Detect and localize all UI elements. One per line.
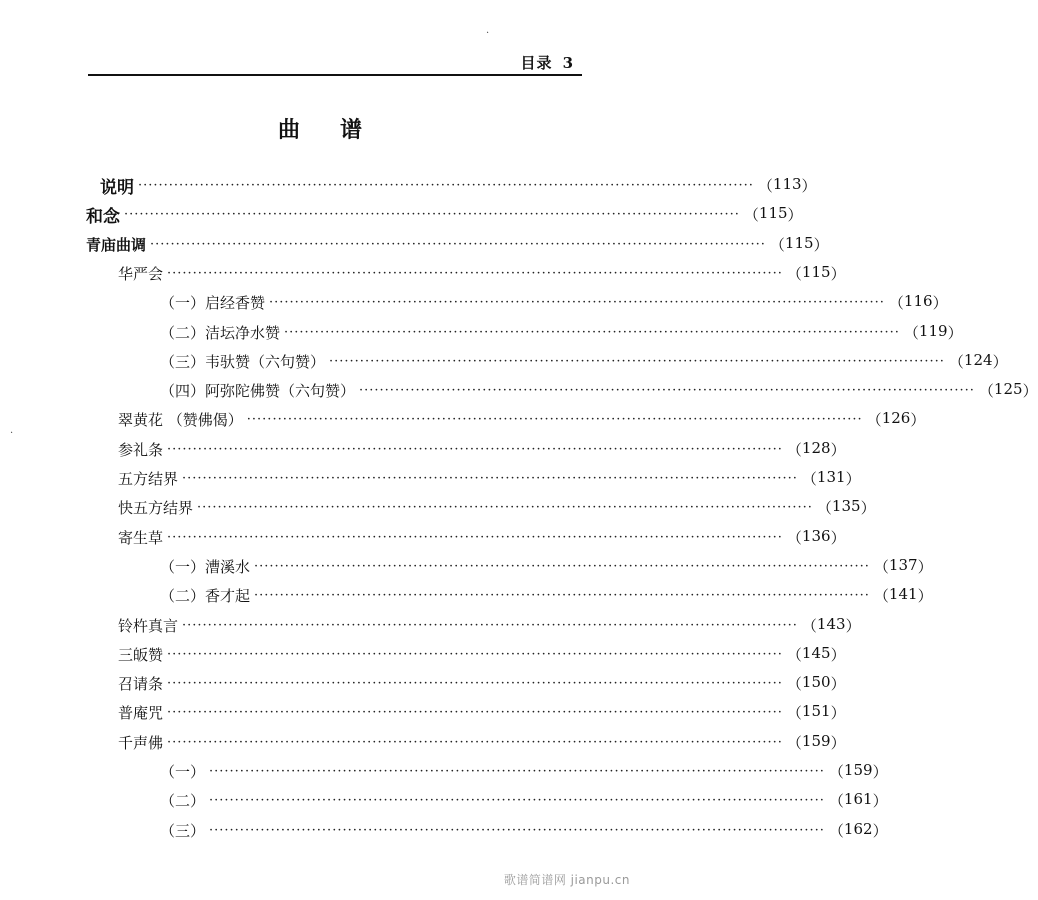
toc-entry-page bbox=[829, 790, 888, 811]
toc-leader-dots: ························································································································ bbox=[167, 646, 783, 662]
stray-mark: · bbox=[10, 428, 14, 439]
toc-leader-dots: ························································································································ bbox=[269, 294, 885, 310]
toc-entry bbox=[118, 641, 846, 667]
toc-entry bbox=[118, 406, 926, 432]
stray-mark: · bbox=[486, 28, 490, 39]
toc-page-number: 115 bbox=[758, 203, 788, 222]
page-bracket-open: （ bbox=[873, 586, 889, 605]
toc-page-number: 115 bbox=[801, 262, 831, 281]
page-bracket-close: ） bbox=[830, 440, 846, 459]
toc-page-number: 113 bbox=[772, 174, 802, 193]
toc-page-number: 161 bbox=[843, 789, 873, 808]
toc-entry-page bbox=[787, 439, 846, 460]
page-bracket-close: ） bbox=[813, 235, 829, 254]
page-bracket-open: （ bbox=[828, 791, 844, 810]
toc-entry-title: （二） bbox=[160, 791, 206, 810]
toc-entry-title: 寄生草 bbox=[118, 528, 164, 547]
page-bracket-close: ） bbox=[830, 674, 846, 693]
toc-entry bbox=[160, 289, 948, 315]
toc-entry bbox=[160, 758, 888, 784]
toc-entry bbox=[160, 817, 888, 843]
page-bracket-open: （ bbox=[757, 176, 773, 195]
toc-leader-dots: ························································································································ bbox=[209, 792, 825, 808]
toc-entry-page bbox=[758, 175, 817, 196]
toc-page-number: 145 bbox=[801, 643, 831, 662]
toc-leader-dots: ························································································································ bbox=[167, 675, 783, 691]
toc-entry-title: 和念 bbox=[86, 206, 120, 227]
page-bracket-open: （ bbox=[828, 821, 844, 840]
toc-entry bbox=[160, 553, 933, 579]
toc-page-number: 137 bbox=[888, 555, 918, 574]
header-label: 目录 bbox=[520, 54, 553, 72]
page-bracket-close: ） bbox=[830, 528, 846, 547]
toc-page-number: 159 bbox=[801, 731, 831, 750]
toc-page-number: 143 bbox=[816, 614, 846, 633]
toc-page-number: 128 bbox=[801, 438, 831, 457]
page-bracket-close: ） bbox=[860, 498, 876, 517]
page-bracket-close: ） bbox=[1022, 381, 1038, 400]
toc-leader-dots: ························································································································ bbox=[150, 236, 766, 252]
toc-entry bbox=[118, 260, 846, 286]
toc-entry bbox=[118, 465, 861, 491]
toc-leader-dots: ························································································································ bbox=[254, 558, 870, 574]
toc-entry-title: （二）香才起 bbox=[160, 586, 251, 605]
page-bracket-close: ） bbox=[830, 733, 846, 752]
page-bracket-open: （ bbox=[948, 352, 964, 371]
toc-entry bbox=[118, 494, 876, 520]
page-bracket-open: （ bbox=[743, 205, 759, 224]
toc-entry-title: 说明 bbox=[100, 177, 134, 198]
page-bracket-open: （ bbox=[866, 410, 882, 429]
toc-entry-page bbox=[770, 234, 829, 255]
toc-entry-page bbox=[829, 820, 888, 841]
toc-entry-page bbox=[874, 585, 933, 606]
page-bracket-open: （ bbox=[801, 469, 817, 488]
toc-entry-page bbox=[949, 351, 1008, 372]
toc-entry bbox=[160, 582, 933, 608]
toc-entry-page bbox=[874, 556, 933, 577]
page-bracket-close: ） bbox=[801, 176, 817, 195]
page-bracket-open: （ bbox=[786, 440, 802, 459]
toc-leader-dots: ························································································································ bbox=[167, 265, 783, 281]
toc-entry-page bbox=[744, 204, 803, 225]
toc-entry bbox=[160, 787, 888, 813]
toc-entry-title: 快五方结界 bbox=[118, 498, 194, 517]
toc-entry bbox=[118, 436, 846, 462]
toc-entry bbox=[118, 699, 846, 725]
toc-page-number: 141 bbox=[888, 584, 918, 603]
page-bracket-close: ） bbox=[830, 645, 846, 664]
toc-page-number: 126 bbox=[881, 408, 911, 427]
page-bracket-close: ） bbox=[830, 264, 846, 283]
toc-entry-title: 三皈赞 bbox=[118, 645, 164, 664]
toc-entry-title: 召请条 bbox=[118, 674, 164, 693]
toc-entry-title: （四）阿弥陀佛赞（六句赞） bbox=[160, 381, 356, 400]
toc-entry-title: （一）启经香赞 bbox=[160, 293, 266, 312]
page-bracket-close: ） bbox=[917, 586, 933, 605]
toc-leader-dots: ························································································································ bbox=[167, 734, 783, 750]
toc-leader-dots: ························································································································ bbox=[182, 470, 798, 486]
toc-entry-title: （三）韦驮赞（六句赞） bbox=[160, 352, 326, 371]
watermark: 歌谱简谱网 jianpu.cn bbox=[503, 873, 630, 887]
page-bracket-close: ） bbox=[947, 323, 963, 342]
section-title: 曲谱 bbox=[277, 117, 402, 143]
toc-entry-title: 铃杵真言 bbox=[118, 616, 179, 635]
toc-entry bbox=[160, 319, 963, 345]
toc-entry-page bbox=[829, 761, 888, 782]
toc-leader-dots: ························································································································ bbox=[124, 206, 740, 222]
toc-entry bbox=[118, 612, 861, 638]
toc-leader-dots: ························································································································ bbox=[167, 529, 783, 545]
toc-entry-page bbox=[867, 409, 926, 430]
page-bracket-open: （ bbox=[786, 674, 802, 693]
page-bracket-close: ） bbox=[845, 469, 861, 488]
toc-leader-dots: ························································································································ bbox=[167, 441, 783, 457]
toc-entry bbox=[160, 377, 1038, 403]
toc-entry-title: 青庙曲调 bbox=[86, 235, 147, 254]
toc-entry-page bbox=[979, 380, 1038, 401]
toc-entry bbox=[86, 201, 803, 227]
toc-leader-dots: ························································································································ bbox=[167, 704, 783, 720]
toc-entry-title: （一） bbox=[160, 762, 206, 781]
toc-entry-title: 华严会 bbox=[118, 264, 164, 283]
page-bracket-open: （ bbox=[888, 293, 904, 312]
toc-page-number: 115 bbox=[784, 233, 814, 252]
toc-page-number: 162 bbox=[843, 819, 873, 838]
toc-entry-page bbox=[787, 732, 846, 753]
toc-entry bbox=[118, 524, 846, 550]
toc-leader-dots: ························································································································ bbox=[359, 382, 975, 398]
page-bracket-open: （ bbox=[786, 264, 802, 283]
toc-leader-dots: ························································································································ bbox=[246, 411, 863, 427]
toc-leader-dots: ························································································································ bbox=[254, 587, 870, 603]
toc-entry-page bbox=[817, 497, 876, 518]
page-bracket-close: ） bbox=[845, 616, 861, 635]
page-bracket-open: （ bbox=[873, 557, 889, 576]
page-bracket-open: （ bbox=[816, 498, 832, 517]
toc-leader-dots: ························································································································ bbox=[209, 763, 825, 779]
toc-leader-dots: ························································································································ bbox=[209, 822, 825, 838]
toc-entry-page bbox=[904, 322, 963, 343]
toc-leader-dots: ························································································································ bbox=[284, 324, 900, 340]
toc-entry bbox=[100, 172, 817, 198]
toc-page-number: 151 bbox=[801, 701, 831, 720]
page-bracket-close: ） bbox=[910, 410, 926, 429]
toc-page-number: 119 bbox=[918, 321, 948, 340]
toc-entry-page bbox=[889, 292, 948, 313]
page-bracket-open: （ bbox=[786, 703, 802, 722]
toc-entry-title: （一）漕溪水 bbox=[160, 557, 251, 576]
toc-entry-title: 千声佛 bbox=[118, 733, 164, 752]
toc-entry-title: （二）洁坛净水赞 bbox=[160, 323, 281, 342]
header-rule bbox=[88, 74, 582, 76]
toc-entry bbox=[118, 670, 846, 696]
page-bracket-open: （ bbox=[828, 762, 844, 781]
toc-entry-page bbox=[802, 615, 861, 636]
page-bracket-close: ） bbox=[830, 703, 846, 722]
toc-page-number: 116 bbox=[903, 291, 933, 310]
page-bracket-open: （ bbox=[786, 733, 802, 752]
page-bracket-open: （ bbox=[769, 235, 785, 254]
page-bracket-close: ） bbox=[932, 293, 948, 312]
running-header bbox=[521, 52, 574, 73]
toc-entry-title: 翠黄花 （赞佛偈） bbox=[118, 410, 243, 429]
toc-entry-page bbox=[787, 527, 846, 548]
toc-page-number: 131 bbox=[816, 467, 846, 486]
toc-entry-page bbox=[787, 644, 846, 665]
toc-entry-title: 参礼条 bbox=[118, 440, 164, 459]
toc-entry-page bbox=[802, 468, 861, 489]
toc-leader-dots: ························································································································ bbox=[329, 353, 945, 369]
toc-entry-page bbox=[787, 263, 846, 284]
toc-page-number: 124 bbox=[963, 350, 993, 369]
page-bracket-close: ） bbox=[917, 557, 933, 576]
toc-page-number: 159 bbox=[843, 760, 873, 779]
toc-page-number: 125 bbox=[993, 379, 1023, 398]
toc-page-number: 150 bbox=[801, 672, 831, 691]
toc-entry-page bbox=[787, 673, 846, 694]
page-bracket-close: ） bbox=[992, 352, 1008, 371]
toc-entry bbox=[86, 231, 829, 257]
page-bracket-open: （ bbox=[786, 528, 802, 547]
toc-page-number: 135 bbox=[831, 496, 861, 515]
toc-leader-dots: ························································································································ bbox=[138, 177, 754, 193]
toc-entry-page bbox=[787, 702, 846, 723]
page-bracket-open: （ bbox=[801, 616, 817, 635]
toc-page-number: 136 bbox=[801, 526, 831, 545]
header-page-number: 3 bbox=[562, 54, 574, 72]
page-bracket-open: （ bbox=[903, 323, 919, 342]
toc-entry-title: 普庵咒 bbox=[118, 703, 164, 722]
page-bracket-close: ） bbox=[872, 821, 888, 840]
toc-entry-title: （三） bbox=[160, 821, 206, 840]
page-bracket-open: （ bbox=[978, 381, 994, 400]
toc-leader-dots: ························································································································ bbox=[182, 617, 798, 633]
toc-leader-dots: ························································································································ bbox=[197, 499, 813, 515]
page-bracket-close: ） bbox=[872, 791, 888, 810]
toc-entry bbox=[160, 348, 1008, 374]
page-bracket-close: ） bbox=[872, 762, 888, 781]
toc-entry bbox=[118, 729, 846, 755]
page-bracket-open: （ bbox=[786, 645, 802, 664]
page-bracket-close: ） bbox=[787, 205, 803, 224]
toc-entry-title: 五方结界 bbox=[118, 469, 179, 488]
